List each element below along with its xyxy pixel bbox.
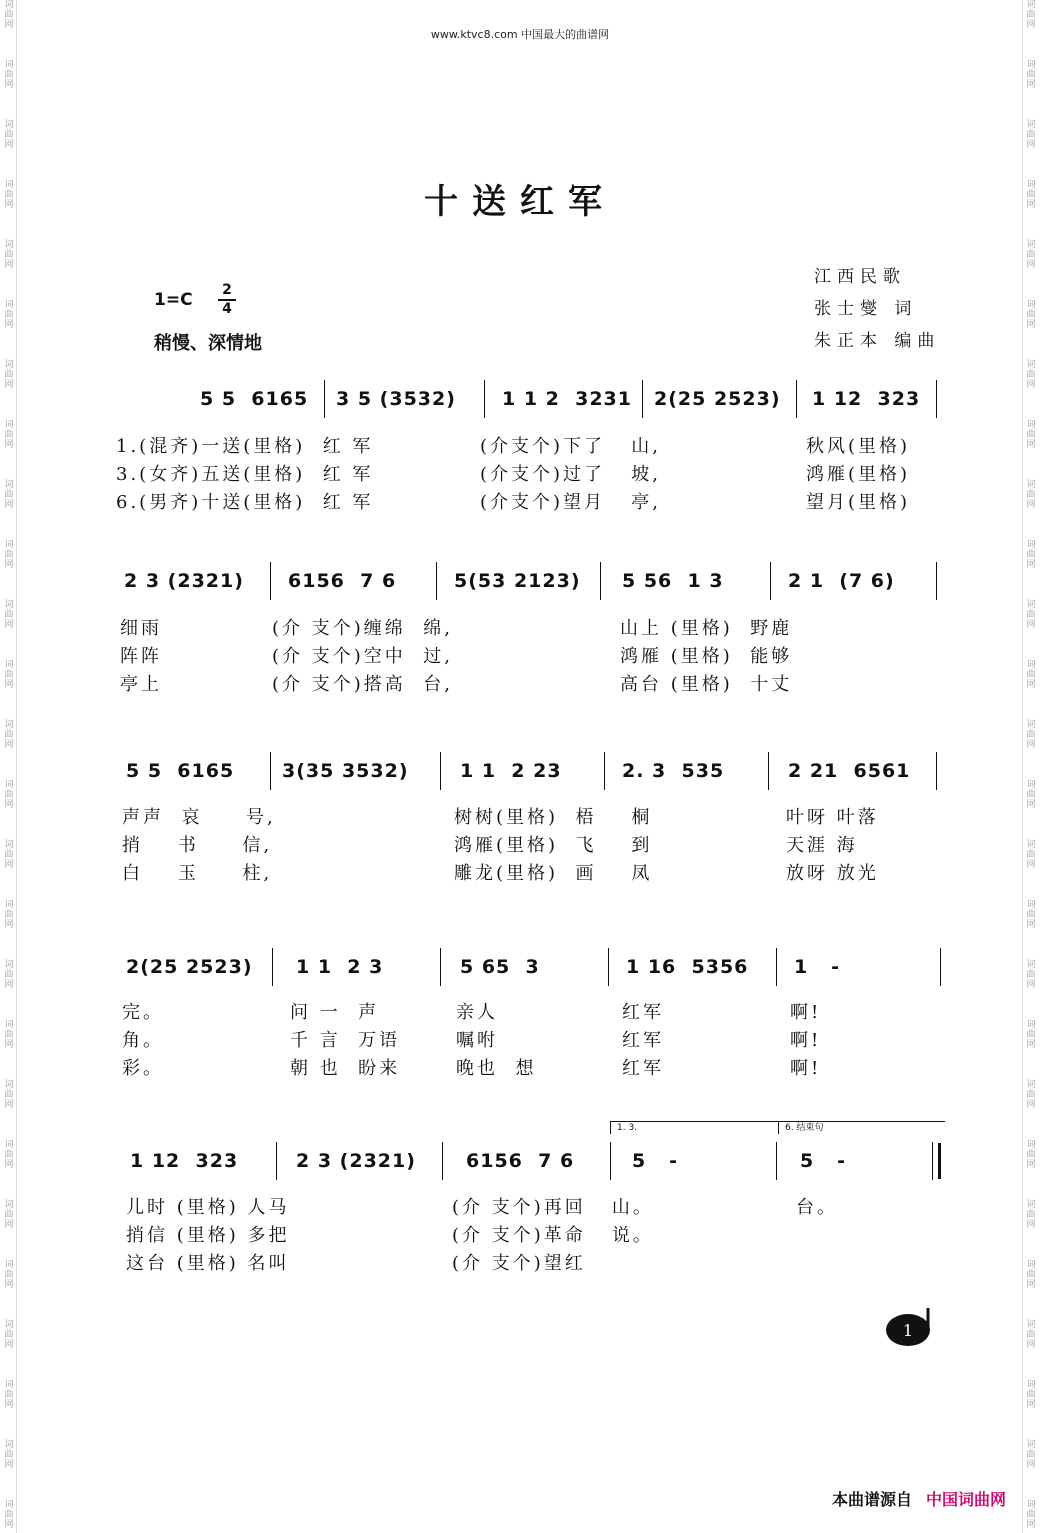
watermark-text: 词 曲 网: [4, 540, 14, 570]
lyric-text: 高台 (里格) 十丈: [620, 674, 793, 695]
watermark-text: 词 曲 网: [4, 600, 14, 630]
measure: 5 -: [632, 1150, 678, 1172]
lyric-line: [112, 670, 942, 696]
tempo-marking: 稍慢、深情地: [154, 333, 262, 354]
lyric-text: 6.(男齐)十送(里格) 红 军: [116, 492, 374, 513]
measure: 2(25 2523): [654, 388, 781, 410]
lyric-text: (介 支个)搭高 台,: [272, 674, 453, 695]
watermark-text: 词 曲 网: [1026, 360, 1036, 390]
lyric-line: [112, 803, 942, 829]
lyric-line: [112, 998, 942, 1024]
measure: 1 1 2 3231: [502, 388, 633, 410]
lyric-text: 啊!: [790, 1030, 822, 1051]
lyric-text: 角。: [122, 1030, 164, 1051]
lyric-text: (介支个)过了 坡,: [480, 464, 661, 485]
lyric-line: [112, 1249, 942, 1275]
key-signature: 1=C: [154, 290, 193, 310]
watermark-text: 词 曲 网: [1026, 900, 1036, 930]
watermark-text: 词 曲 网: [1026, 180, 1036, 210]
watermark-text: 词 曲 网: [1026, 60, 1036, 90]
watermark-text: 词 曲 网: [1026, 300, 1036, 330]
watermark-text: 词 曲 网: [4, 780, 14, 810]
lyric-text: 阵阵: [120, 646, 162, 667]
watermark-text: 词 曲 网: [4, 840, 14, 870]
music-system-1: [112, 380, 942, 420]
lyric-text: 鸿雁 (里格) 能够: [620, 646, 793, 667]
music-system-2: [112, 562, 942, 602]
music-system-4: [112, 948, 942, 988]
lyric-text: 这台 (里格) 名叫: [126, 1253, 290, 1274]
lyric-text: 儿时 (里格) 人马: [126, 1197, 290, 1218]
lyric-text: 鸿雁(里格) 飞 到: [454, 835, 653, 856]
lyric-text: (介 支个)再回 山。: [452, 1197, 654, 1218]
measure: 1 1 2 3: [296, 956, 384, 978]
lyric-text: 红军: [622, 1058, 664, 1079]
lyric-text: 山上 (里格) 野鹿: [620, 618, 793, 639]
watermark-text: 词 曲 网: [4, 420, 14, 450]
volta-1: 1. 3.: [610, 1121, 781, 1134]
watermark-text: 词 曲 网: [1026, 1200, 1036, 1230]
lyric-line: [112, 614, 942, 640]
watermark-text: 词 曲 网: [4, 240, 14, 270]
watermark-text: 词 曲 网: [1026, 1260, 1036, 1290]
watermark-text: 词 曲 网: [4, 900, 14, 930]
watermark-text: 词 曲 网: [4, 120, 14, 150]
watermark-text: 词 曲 网: [4, 960, 14, 990]
lyric-line: [112, 1193, 942, 1219]
watermark-text: 词 曲 网: [4, 1320, 14, 1350]
measure: 1 1 2 23: [460, 760, 562, 782]
lyric-text: 问 一 声: [290, 1002, 380, 1023]
lyric-text: 红军: [622, 1030, 664, 1051]
watermark-text: 词 曲 网: [1026, 120, 1036, 150]
watermark-text: 词 曲 网: [4, 300, 14, 330]
song-title: 十送红军: [424, 182, 616, 222]
watermark-text: 词 曲 网: [4, 1140, 14, 1170]
final-barline: [938, 1143, 941, 1179]
watermark-text: 词 曲 网: [4, 1020, 14, 1050]
lyric-text: 嘱咐: [456, 1030, 498, 1051]
lyric-text: (介支个)望月 亭,: [480, 492, 661, 513]
time-signature-bottom: 4: [222, 301, 232, 317]
lyric-text: 天涯 海: [786, 835, 858, 856]
measure: 5 5 6165: [200, 388, 309, 410]
lyric-text: 捎信 (里格) 多把: [126, 1225, 290, 1246]
watermark-text: 词 曲 网: [1026, 0, 1036, 30]
measure: 2. 3 535: [622, 760, 725, 782]
watermark-text: 词 曲 网: [1026, 480, 1036, 510]
watermark-text: 词 曲 网: [4, 0, 14, 30]
lyric-line: [112, 1026, 942, 1052]
time-signature-top: 2: [222, 282, 232, 298]
watermark-text: 词 曲 网: [1026, 1320, 1036, 1350]
watermark-text: 词 曲 网: [4, 660, 14, 690]
music-system-5: [112, 1142, 942, 1182]
lyric-text: (介 支个)缠绵 绵,: [272, 618, 453, 639]
measure: 5 65 3: [460, 956, 540, 978]
measure: 1 12 323: [812, 388, 921, 410]
measure: 3 5 (3532): [336, 388, 456, 410]
lyric-line: [112, 831, 942, 857]
measure: 2 1 (7 6): [788, 570, 895, 592]
watermark-text: 词 曲 网: [4, 1440, 14, 1470]
watermark-text: 词 曲 网: [1026, 1500, 1036, 1530]
footer-brand-link[interactable]: 中国词曲网: [925, 1490, 1006, 1509]
watermark-text: 词 曲 网: [1026, 660, 1036, 690]
credit-origin: 江西民歌: [814, 267, 906, 287]
watermark-text: 词 曲 网: [1026, 780, 1036, 810]
watermark-text: 词 曲 网: [4, 1260, 14, 1290]
right-watermark-strip: [1024, 0, 1038, 1533]
lyric-line: [112, 488, 942, 514]
watermark-text: 词 曲 网: [1026, 420, 1036, 450]
measure: 2 21 6561: [788, 760, 911, 782]
watermark-text: 词 曲 网: [4, 720, 14, 750]
lyric-text: 雕龙(里格) 画 凤: [454, 863, 653, 884]
measure: 2(25 2523): [126, 956, 253, 978]
page-number-badge: [884, 1308, 932, 1348]
watermark-text: 词 曲 网: [1026, 240, 1036, 270]
page-number: 1: [902, 1321, 914, 1340]
right-margin-line: [1022, 0, 1023, 1533]
lyric-text: 啊!: [790, 1058, 822, 1079]
site-header: www.ktvc8.com 中国最大的曲谱网: [430, 28, 610, 41]
lyric-line: [112, 859, 942, 885]
watermark-text: 词 曲 网: [4, 1500, 14, 1530]
lyric-text: 细雨: [120, 618, 162, 639]
music-system-3: [112, 752, 942, 792]
watermark-text: 词 曲 网: [1026, 1080, 1036, 1110]
lyric-text: (介 支个)空中 过,: [272, 646, 453, 667]
lyric-text: 捎 书 信,: [122, 835, 273, 856]
lyric-text: 朝 也 盼来: [290, 1058, 401, 1079]
watermark-text: 词 曲 网: [1026, 1020, 1036, 1050]
lyric-text: 白 玉 柱,: [122, 863, 273, 884]
lyric-text: 台。: [796, 1197, 838, 1218]
footer: [832, 1487, 1006, 1510]
footer-source-label: 本曲谱源自: [831, 1490, 912, 1509]
lyric-line: [112, 460, 942, 486]
time-signature: [218, 283, 236, 317]
lyric-text: 完。: [122, 1002, 164, 1023]
lyric-text: 啊!: [790, 1002, 822, 1023]
lyric-text: 树树(里格) 梧 桐: [454, 807, 653, 828]
watermark-text: 词 曲 网: [1026, 1380, 1036, 1410]
lyric-text: 放呀 放光: [786, 863, 879, 884]
measure: 3(35 3532): [282, 760, 409, 782]
measure: 5 5 6165: [126, 760, 235, 782]
credit-lyrics: 张士燮 词: [814, 299, 918, 319]
watermark-text: 词 曲 网: [1026, 540, 1036, 570]
lyric-text: (介 支个)革命 说。: [452, 1225, 654, 1246]
measure: 5 -: [800, 1150, 846, 1172]
lyric-text: (介支个)下了 山,: [480, 436, 661, 457]
watermark-text: 词 曲 网: [4, 360, 14, 390]
measure: 6156 7 6: [466, 1150, 575, 1172]
watermark-text: 词 曲 网: [4, 480, 14, 510]
measure: 5 56 1 3: [622, 570, 724, 592]
lyric-text: 1.(混齐)一送(里格) 红 军: [116, 436, 374, 457]
watermark-text: 词 曲 网: [4, 1200, 14, 1230]
lyric-text: 鸿雁(里格): [806, 464, 911, 485]
left-margin-line: [16, 0, 17, 1533]
lyric-text: 秋风(里格): [806, 436, 911, 457]
lyric-line: [112, 432, 942, 458]
watermark-text: 词 曲 网: [1026, 960, 1036, 990]
watermark-text: 词 曲 网: [1026, 840, 1036, 870]
measure: 5(53 2123): [454, 570, 581, 592]
left-watermark-strip: [2, 0, 16, 1533]
lyric-text: 晚也 想: [456, 1058, 537, 1079]
watermark-text: 词 曲 网: [1026, 1440, 1036, 1470]
lyric-text: 千 言 万语: [290, 1030, 401, 1051]
lyric-text: (介 支个)望红: [452, 1253, 586, 1274]
lyric-text: 亲人: [456, 1002, 498, 1023]
volta-2: 6. 结束句: [778, 1121, 945, 1134]
credit-composer: 朱正本 编曲: [814, 331, 941, 351]
measure: 1 12 323: [130, 1150, 239, 1172]
measure: 1 16 5356: [626, 956, 749, 978]
lyric-text: 亭上: [120, 674, 162, 695]
watermark-text: 词 曲 网: [4, 180, 14, 210]
lyric-text: 望月(里格): [806, 492, 911, 513]
lyric-text: 红军: [622, 1002, 664, 1023]
watermark-text: 词 曲 网: [4, 1080, 14, 1110]
measure: 6156 7 6: [288, 570, 397, 592]
lyric-text: 叶呀 叶落: [786, 807, 879, 828]
watermark-text: 词 曲 网: [1026, 1140, 1036, 1170]
watermark-text: 词 曲 网: [1026, 600, 1036, 630]
measure: 1 -: [794, 956, 840, 978]
watermark-text: 词 曲 网: [1026, 720, 1036, 750]
lyric-text: 声声 哀 号,: [122, 807, 276, 828]
lyric-text: 3.(女齐)五送(里格) 红 军: [116, 464, 374, 485]
lyric-line: [112, 1221, 942, 1247]
lyric-text: 彩。: [122, 1058, 164, 1079]
watermark-text: 词 曲 网: [4, 60, 14, 90]
lyric-line: [112, 1054, 942, 1080]
watermark-text: 词 曲 网: [4, 1380, 14, 1410]
measure: 2 3 (2321): [296, 1150, 416, 1172]
lyric-line: [112, 642, 942, 668]
measure: 2 3 (2321): [124, 570, 244, 592]
